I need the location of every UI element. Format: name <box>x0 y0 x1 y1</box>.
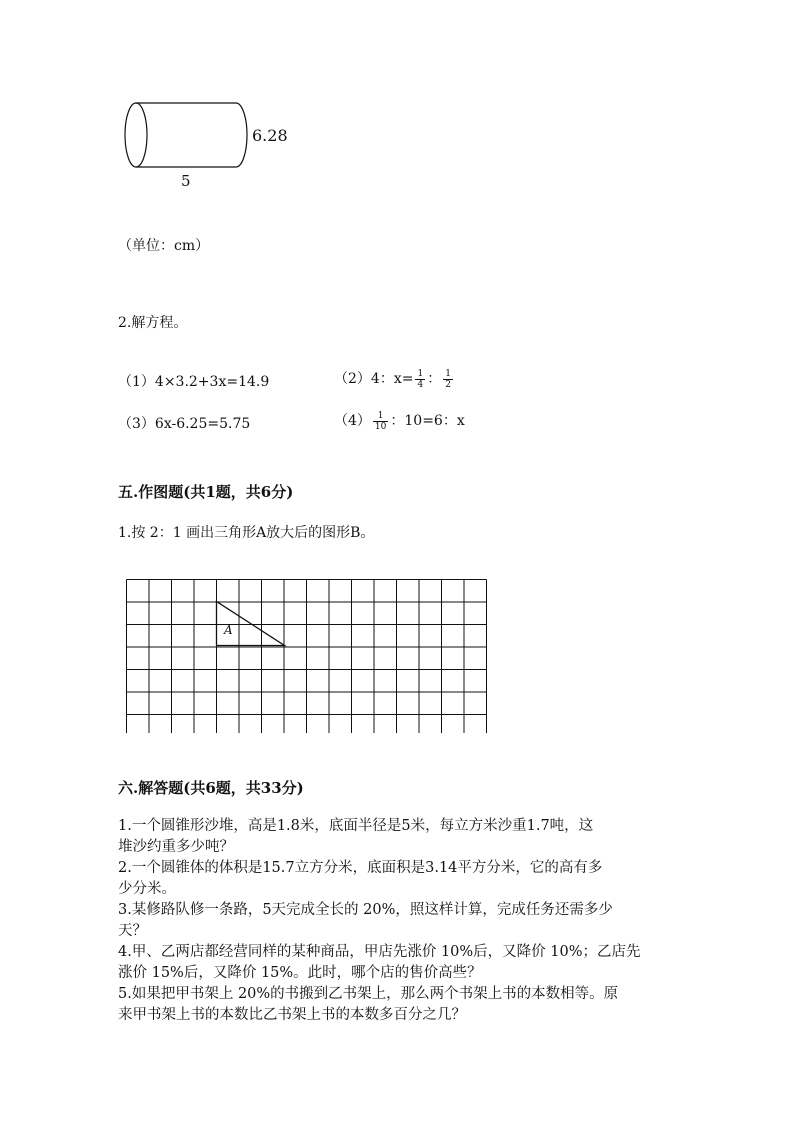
fraction-one-quarter: $\frac{1}{4}$ <box>417 368 424 390</box>
equation-4-prefix: （4） <box>334 413 371 429</box>
q2-title: 2.解方程。 <box>118 315 188 331</box>
section-5-heading: 五.作图题(共1题，共6分) <box>118 483 294 501</box>
question-line: 涨价 15%后，又降价 15%。此时，哪个店的售价高些？ <box>118 965 482 981</box>
question-line: 来甲书架上书的本数比乙书架上书的本数多百分之几？ <box>118 1007 466 1023</box>
question-line: 4.甲、乙两店都经营同样的某种商品，甲店先涨价 10%后，又降价 10%；乙店先 <box>118 944 641 960</box>
cylinder-height-label: 6.28 <box>252 126 288 145</box>
fraction-one-half: $\frac{1}{2}$ <box>445 368 451 390</box>
triangle-a-label: A <box>224 623 233 637</box>
equation-1: （1）4×3.2+3x=14.9 <box>118 374 270 390</box>
question-line: 3.某修路队修一条路，5天完成全长的 20%，照这样计算，完成任务还需多少 <box>118 902 613 918</box>
equation-2-prefix: （2）4：x= <box>334 371 414 387</box>
question-line: 天？ <box>118 923 147 939</box>
question-line: 5.如果把甲书架上 20%的书搬到乙书架上，那么两个书架上书的本数相等。原 <box>118 986 619 1002</box>
equation-2 <box>334 366 455 392</box>
question-line: 少分米。 <box>118 881 176 897</box>
cylinder-figure <box>115 95 305 195</box>
section-5-question-1: 1.按 2：1 画出三角形A放大后的图形B。 <box>118 525 375 541</box>
question-line: 堆沙约重多少吨？ <box>118 839 234 855</box>
question-line: 2.一个圆锥体的体积是15.7立方分米，底面积是3.14平方分米，它的高有多 <box>118 860 603 876</box>
equation-4-suffix: ：10=6：x <box>390 413 465 429</box>
fraction-one-tenth: $\frac{1}{10}$ <box>374 410 387 432</box>
equation-4 <box>334 408 465 434</box>
equation-2-colon: ： <box>427 371 442 387</box>
drawing-grid <box>126 578 490 733</box>
cylinder-length-label: 5 <box>181 172 191 190</box>
equation-3: （3）6x-6.25=5.75 <box>118 416 251 432</box>
question-line: 1.一个圆锥形沙堆，高是1.8米，底面半径是5米，每立方米沙重1.7吨，这 <box>118 818 594 834</box>
section-6-heading: 六.解答题(共6题，共33分) <box>118 779 304 797</box>
unit-note: （单位：cm） <box>118 238 210 254</box>
